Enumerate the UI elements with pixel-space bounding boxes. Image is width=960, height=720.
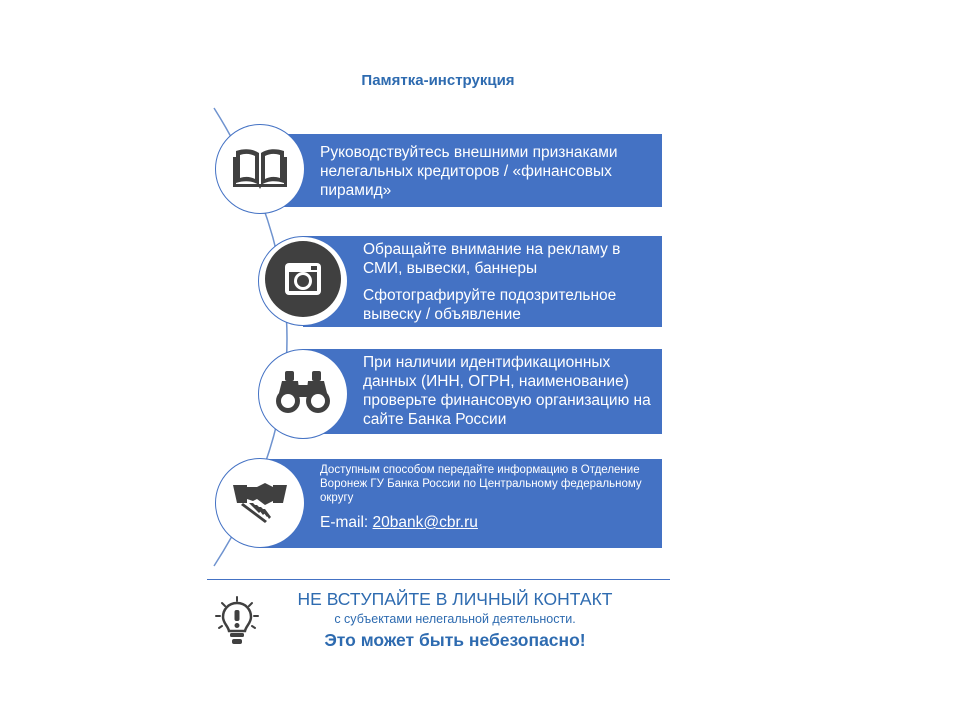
open-book-icon xyxy=(233,145,287,194)
step-3-circle xyxy=(258,349,348,439)
step-1-text: Руководствуйтесь внешними признаками нелегальных кредиторов / «финансовых пирамид» xyxy=(320,144,618,199)
divider-line xyxy=(207,579,670,580)
step-3-card xyxy=(303,349,662,434)
step-2-text-1: Обращайте внимание на рекламу в СМИ, вывески, баннеры xyxy=(363,241,621,277)
handshake-icon xyxy=(231,479,289,528)
page-title: Памятка-инструкция xyxy=(361,72,515,89)
warning-subtext: с субъектами нелегальной деятельности. xyxy=(334,612,576,626)
step-4-text: Доступным способом передайте информацию в Отделение Воронеж ГУ Банка России по Центральному федеральному округу xyxy=(320,464,642,504)
email-label: E-mail: xyxy=(320,514,373,531)
step-1-card xyxy=(260,134,662,207)
warning-alert: Это может быть небезопасно! xyxy=(324,630,586,650)
step-4-card xyxy=(260,459,662,548)
step-4-email-line xyxy=(320,513,652,532)
binoculars-icon xyxy=(274,369,332,420)
step-2-circle xyxy=(258,236,348,326)
step-2-text-2: Сфотографируйте подозрительное вывеску / объявление xyxy=(363,287,617,323)
step-3-text: При наличии идентификационных данных (ИНН, ОГРН, наименование) проверьте финансовую организацию на сайте Банка России xyxy=(363,354,651,428)
email-link[interactable]: 20bank@cbr.ru xyxy=(372,514,478,531)
step-4-circle xyxy=(215,458,305,548)
step-2-card xyxy=(303,236,662,327)
camera-icon xyxy=(263,239,343,324)
warning-heading: НЕ ВСТУПАЙТЕ В ЛИЧНЫЙ КОНТАКТ xyxy=(297,589,613,609)
step-1-circle xyxy=(215,124,305,214)
